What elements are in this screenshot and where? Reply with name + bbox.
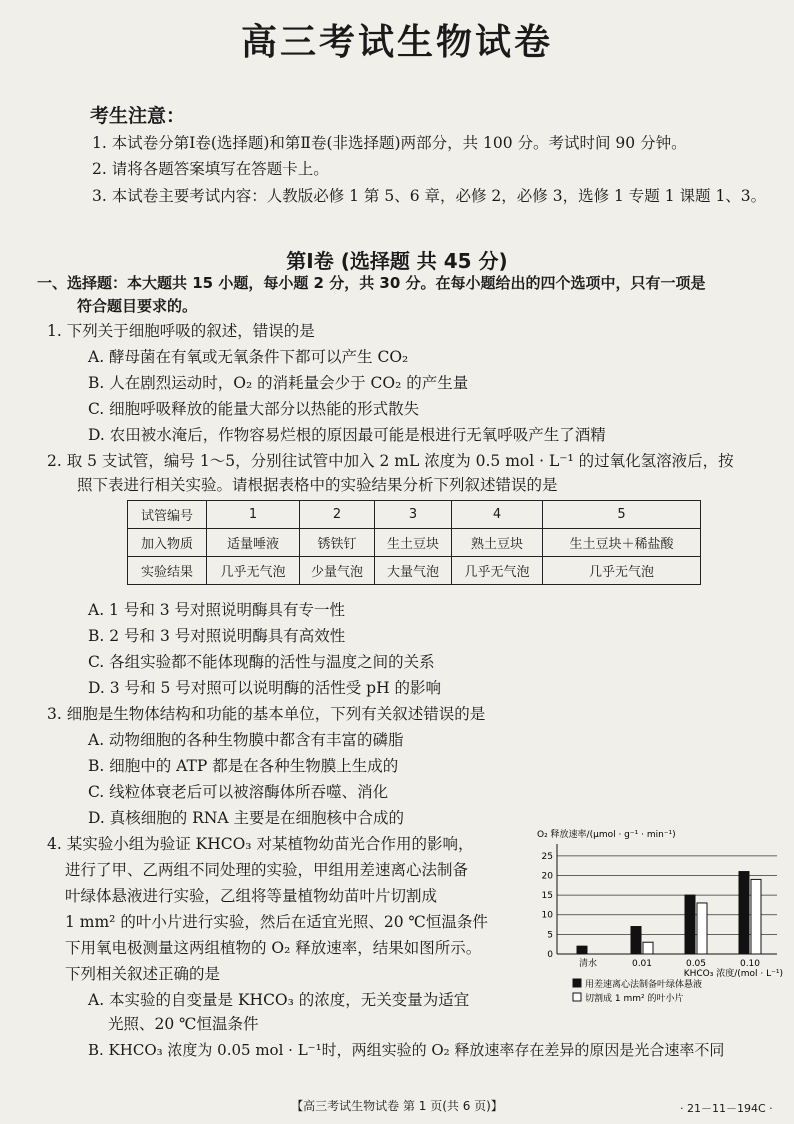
table-cell: 锈铁钉	[300, 529, 375, 557]
q4-stem: 4. 某实验小组为验证 KHCO₃ 对某植物幼苗光合作用的影响，	[47, 835, 474, 853]
chart-bar	[697, 903, 707, 954]
notice-item: 2. 请将各题答案填写在答题卡上。	[92, 160, 329, 178]
instruction-line: 符合题目要求的。	[77, 297, 198, 315]
chart-xtick-label: 清水	[578, 959, 598, 969]
chart-xlabel: KHCO₃ 浓度/(mol · L⁻¹)	[683, 969, 783, 979]
q3-option-b: B. 细胞中的 ATP 都是在各种生物膜上生成的	[88, 757, 399, 775]
page-title: 高三考试生物试卷	[240, 22, 553, 63]
table-cell: 实验结果	[128, 557, 207, 585]
table-cell: 几乎无气泡	[543, 557, 701, 585]
chart-xtick-label: 0.01	[631, 959, 653, 969]
q2-option-d: D. 3 号和 5 号对照可以说明酶的活性受 pH 的影响	[88, 679, 442, 697]
chart-bar	[643, 942, 653, 954]
table-row	[128, 557, 701, 585]
q4-stem: 1 mm² 的叶小片进行实验，然后在适宜光照、20 ℃恒温条件	[65, 913, 488, 931]
legend-swatch	[573, 993, 581, 1001]
q3-option-a: A. 动物细胞的各种生物膜中都含有丰富的磷脂	[88, 731, 404, 749]
chart-xtick-label: 0.10	[739, 959, 761, 969]
table-cell: 生土豆块＋稀盐酸	[543, 529, 701, 557]
table-cell: 试管编号	[128, 501, 207, 529]
q2-stem: 照下表进行相关实验。请根据表格中的实验结果分析下列叙述错误的是	[77, 476, 558, 494]
q3-option-d: D. 真核细胞的 RNA 主要是在细胞核中合成的	[88, 809, 405, 827]
table-cell: 几乎无气泡	[452, 557, 543, 585]
chart-ytick-label: 20	[541, 871, 553, 882]
q4-option-b: B. KHCO₃ 浓度为 0.05 mol · L⁻¹时，两组实验的 O₂ 释放速率存在差异的原因是光合速率不同	[88, 1041, 725, 1059]
table-cell: 少量气泡	[300, 557, 375, 585]
q4-stem: 下用氧电极测量这两组植物的 O₂ 释放速率，结果如图所示。	[65, 939, 482, 957]
chart-bar	[739, 872, 749, 954]
table-row	[128, 529, 701, 557]
chart-bar	[751, 879, 761, 954]
q1-option-a: A. 酵母菌在有氧或无氧条件下都可以产生 CO₂	[88, 348, 409, 366]
instruction-line: 一、选择题：本大题共 15 小题，每小题 2 分，共 30 分。在每小题给出的四个选项中，只有一项是	[37, 274, 706, 292]
notice-heading: 考生注意：	[90, 105, 186, 127]
chart-ylabel: O₂ 释放速率/(μmol · g⁻¹ · min⁻¹)	[537, 830, 676, 840]
experiment-table	[127, 500, 701, 585]
q1-option-b: B. 人在剧烈运动时，O₂ 的消耗量会少于 CO₂ 的产生量	[88, 374, 469, 392]
q1-stem: 1. 下列关于细胞呼吸的叙述，错误的是	[47, 322, 315, 340]
table-cell: 2	[300, 501, 375, 529]
q2-stem: 2. 取 5 支试管，编号 1～5，分别往试管中加入 2 mL 浓度为 0.5 mol · L⁻¹ 的过氧化氢溶液后，按	[47, 452, 734, 470]
table-cell: 熟土豆块	[452, 529, 543, 557]
chart-bar	[631, 927, 641, 954]
table-cell: 生土豆块	[375, 529, 452, 557]
chart-ytick-label: 0	[547, 950, 553, 960]
q2-option-b: B. 2 号和 3 号对照说明酶具有高效性	[88, 627, 346, 645]
chart-ytick-label: 5	[547, 930, 553, 941]
q4-option-a: A. 本实验的自变量是 KHCO₃ 的浓度，无关变量为适宜	[88, 991, 470, 1009]
section-title: 第Ⅰ卷 (选择题 共 45 分)	[286, 249, 508, 273]
table-row	[128, 501, 701, 529]
q4-stem: 叶绿体悬液进行实验，乙组将等量植物幼苗叶片切割成	[65, 887, 438, 905]
q2-option-c: C. 各组实验都不能体现酶的活性与温度之间的关系	[88, 653, 435, 671]
chart-xtick-label: 0.05	[685, 959, 707, 969]
legend-swatch	[573, 979, 581, 987]
q4-stem: 下列相关叙述正确的是	[65, 965, 221, 983]
q3-stem: 3. 细胞是生物体结构和功能的基本单位，下列有关叙述错误的是	[47, 705, 486, 723]
chart-ytick-label: 10	[541, 910, 553, 921]
notice-item: 1. 本试卷分第Ⅰ卷(选择题)和第Ⅱ卷(非选择题)两部分，共 100 分。考试时间 90 分钟。	[92, 134, 687, 152]
exam-code: · 21－11－194C ·	[680, 1102, 773, 1115]
q1-option-c: C. 细胞呼吸释放的能量大部分以热能的形式散失	[88, 400, 420, 418]
table-cell: 4	[452, 501, 543, 529]
q4-stem: 进行了甲、乙两组不同处理的实验，甲组用差速离心法制备	[65, 861, 469, 879]
q1-option-d: D. 农田被水淹后，作物容易烂根的原因最可能是根进行无氧呼吸产生了酒精	[88, 426, 606, 444]
chart-ytick-label: 25	[541, 851, 553, 862]
chart-bar	[685, 895, 695, 954]
table-cell: 适量唾液	[207, 529, 300, 557]
table-cell: 3	[375, 501, 452, 529]
q4-option-a-cont: 光照、20 ℃恒温条件	[108, 1015, 259, 1033]
table-cell: 加入物质	[128, 529, 207, 557]
legend-label: 用差速离心法制备叶绿体悬液	[585, 980, 703, 990]
q2-option-a: A. 1 号和 3 号对照说明酶具有专一性	[88, 601, 346, 619]
table-cell: 大量气泡	[375, 557, 452, 585]
table-cell: 5	[543, 501, 701, 529]
chart-bar	[577, 946, 587, 954]
chart-ytick-label: 15	[541, 891, 553, 902]
page-footer: 【高三考试生物试卷 第 1 页(共 6 页)】	[291, 1099, 503, 1113]
o2-release-chart	[535, 826, 785, 1016]
legend-label: 切割成 1 mm² 的叶小片	[585, 994, 684, 1004]
q3-option-c: C. 线粒体衰老后可以被溶酶体所吞噬、消化	[88, 783, 389, 801]
table-cell: 几乎无气泡	[207, 557, 300, 585]
notice-item: 3. 本试卷主要考试内容：人教版必修 1 第 5、6 章，必修 2，必修 3，选修 1 专题 1 课题 1、3。	[92, 187, 767, 205]
table-cell: 1	[207, 501, 300, 529]
